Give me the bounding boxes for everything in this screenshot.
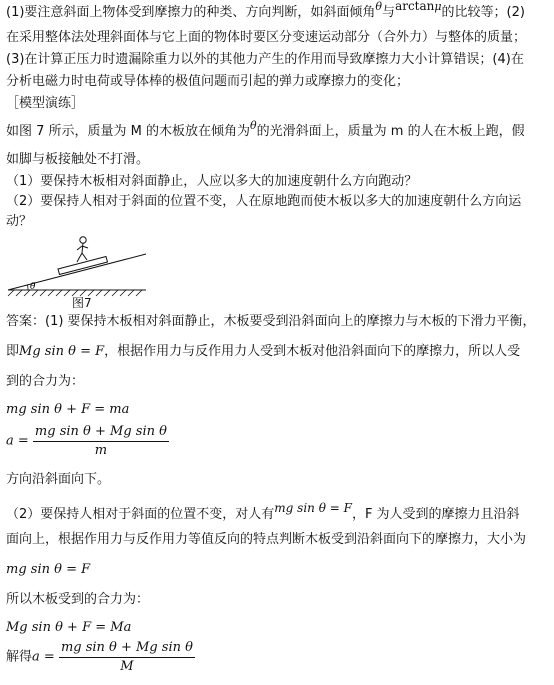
answer-text: 解得 [6,649,33,665]
answer-line-4: 方向沿斜面向下。 [6,472,111,487]
equation-5 [6,640,195,675]
incline-surface [8,254,146,290]
fraction-numerator: mg sin θ + Mg sin θ [34,424,167,439]
angle-arc [28,285,29,290]
answer-part2-line-2: 面向上，根据作用力与反作用力等值反向的特点判断木板受到沿斜面向下的摩擦力，大小为 [6,532,527,547]
problem-text: 的光滑斜面上，质量为 m 的人在木板上跑，假 [256,124,525,139]
person-figure [77,237,88,262]
equation-4: Mg sin θ + F = Ma [6,620,132,635]
mu-symbol: μ [434,0,442,13]
fraction-bar [59,657,195,658]
intro-text: 与 [382,5,396,20]
intro-line-2: 在采用整体法处理斜面体与它上面的物体时要区分变速运动部分（合外力）与整体的质量； [6,30,527,45]
fraction-numerator: mg sin θ + Mg sin θ [60,640,193,655]
equation-1: mg sin θ + F = ma [6,402,130,417]
answer-text: ，F 为人受到的摩擦力且沿斜 [351,507,520,522]
intro-text: 的比较等；(2) [441,5,525,20]
answer-part2-line-3: 所以木板受到的合力为： [6,592,150,607]
answer-line-1: 答案：(1) 要保持木板相对斜面静止，木板要受到沿斜面向上的摩擦力与木板的下滑力平衡， [6,314,536,329]
arctan-symbol: arctan [395,0,435,13]
fraction-denominator: m [94,443,108,458]
section-heading: ［模型演练］ [6,96,85,111]
theta-symbol: θ [250,119,257,132]
angle-label: θ [30,282,36,292]
intro-line-3: (3)在计算正压力时遗漏除重力以外的其他力产生的作用而导致摩擦力大小计算错误；(4)在 [6,52,524,67]
problem-line-1 [6,119,525,140]
figure-caption: 图7 [72,296,92,310]
question-2: （2）要保持人相对于斜面的位置不变，人在原地跑而使木板以多大的加速度朝什么方向运 [6,194,522,209]
answer-text: ，根据作用力与反作用力人受到木板对他沿斜面向下的摩擦力，所以人受 [104,344,521,359]
equation-2 [6,424,169,459]
equation-inline: Mg sin θ = F [19,344,105,359]
equation-inline: mg sin θ = F [274,501,352,515]
fraction-bar [33,441,169,442]
equation-lhs: a = [6,433,29,449]
intro-line-1 [6,0,525,21]
fraction [33,424,169,459]
problem-line-2: 如脚与板接触处不打滑。 [6,152,150,167]
fraction-denominator: M [120,659,134,674]
intro-line-4: 分析电磁力时电荷或导体棒的极值问题而引起的弹力或摩擦力的变化； [6,74,410,89]
answer-line-3: 到的合力为： [6,374,85,389]
question-1: （1）要保持木板相对斜面静止，人应以多大的加速度朝什么方向跑动？ [6,174,418,189]
intro-text: (1)要注意斜面上物体受到摩擦力的种类、方向判断，如斜面倾角 [6,5,376,20]
equation-3: mg sin θ = F [6,562,91,577]
fraction [59,640,195,675]
answer-text: 即 [6,344,20,359]
theta-symbol: θ [375,0,383,13]
problem-text: 如图 7 所示，质量为 M 的木板放在倾角为 [6,124,251,139]
answer-line-2 [6,344,520,360]
equation-lhs: a = [32,649,55,665]
answer-text: （2）要保持人相对于斜面的位置不变，对人有 [6,507,275,522]
question-2-cont: 动？ [6,214,33,229]
answer-part2-line-1 [6,501,520,523]
